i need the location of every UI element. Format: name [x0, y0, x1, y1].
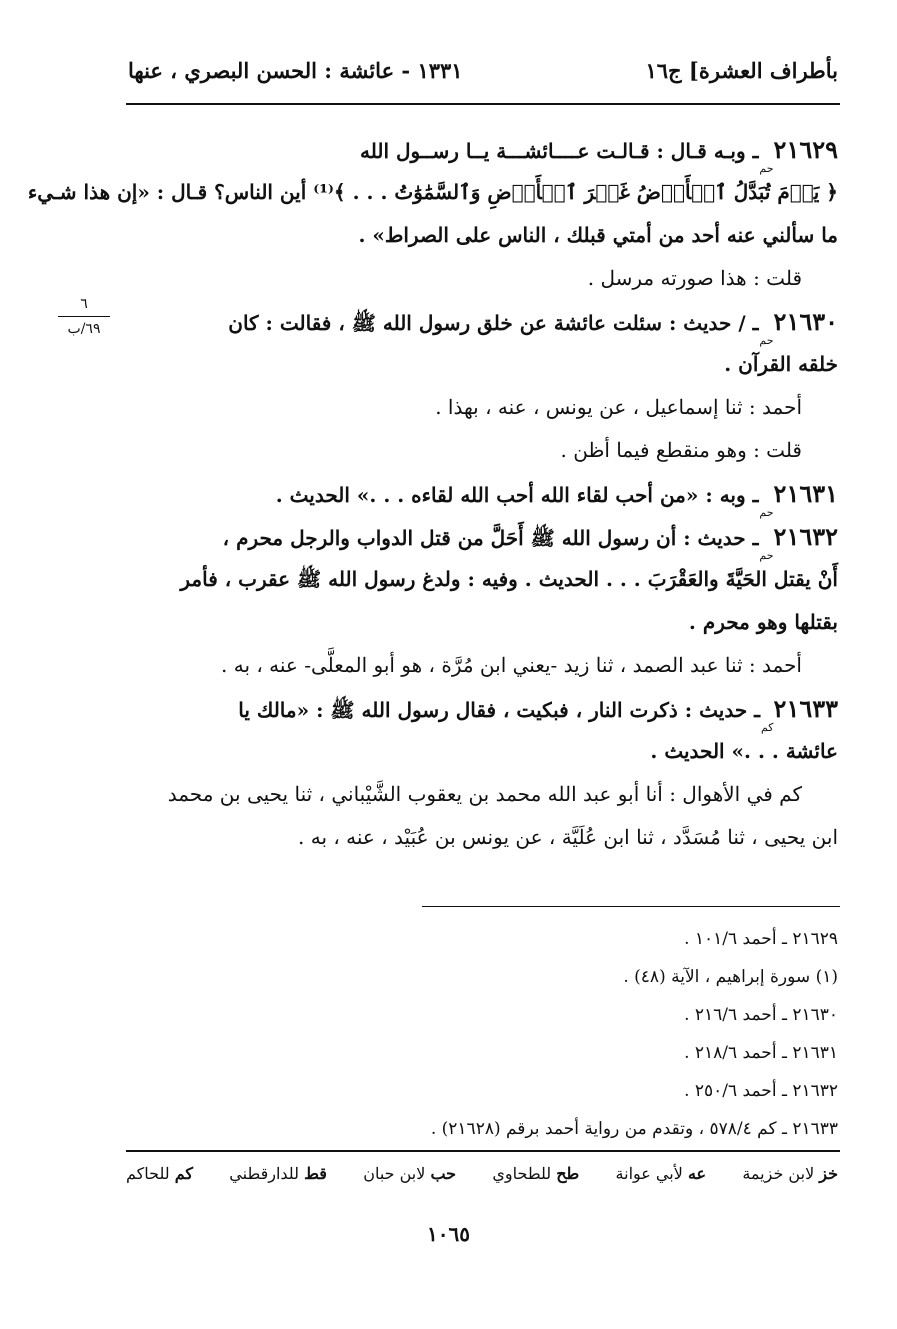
abbreviation-item: [363, 1164, 456, 1198]
abbreviation-name: للدارقطني: [229, 1164, 299, 1183]
footnote: ٢١٦٣٣ ـ كم ٥٧٨/٤ ، وتقدم من رواية أحمد برقم (٢١٦٢٨) .: [430, 1119, 838, 1139]
source-tag: حم: [759, 334, 774, 347]
footnote: ٢١٦٢٩ ـ أحمد ١٠١/٦ .: [684, 929, 838, 949]
editor-note: قلت : هذا صورته مرسل .: [587, 266, 802, 290]
footnote: ٢١٦٣١ ـ أحمد ٢١٨/٦ .: [684, 1043, 838, 1063]
abbreviation-name: لابن خزيمة: [742, 1164, 815, 1183]
entry-text: ـ / حديث : سئلت عائشة عن خلق رسول الله ﷺ ، فقالت : كان: [228, 311, 766, 335]
editor-note: قلت : وهو منقطع فيما أظن .: [560, 438, 802, 462]
margin-folio-bottom: ٦٩/ب: [67, 321, 101, 337]
source-tag: حم: [759, 549, 774, 562]
abbreviation-item: [742, 1164, 838, 1198]
entry-line: [128, 472, 838, 519]
entry-line: بقتلها وهو محرم .: [688, 610, 838, 634]
footnotes: [238, 920, 838, 1148]
abbreviation-code: خز: [819, 1164, 838, 1183]
entry-line: أَنْ يقتل الحَيَّةَ والعَقْرَبَ . . . الحديث . وفيه : ولدغ رسول الله ﷺ عقرب ، فأمر: [180, 567, 838, 591]
margin-folio-top: ٦: [80, 296, 88, 312]
entry-text: ـ حديث : أن رسول الله ﷺ أَحَلَّ من قتل الدواب والرجل محرم ،: [222, 526, 766, 550]
abbreviation-name: للحاكم: [126, 1164, 170, 1183]
isnad-line: أحمد : ثنا عبد الصمد ، ثنا زيد -يعني ابن مُرَّة ، هو أبو المعلَّى- عنه ، به .: [221, 653, 802, 677]
entry-number: ٢١٦٣٣: [773, 694, 838, 723]
entry-line: [128, 128, 838, 175]
abbreviation-code: كم: [174, 1164, 193, 1183]
margin-divider: [58, 316, 110, 317]
isnad-line: أحمد : ثنا إسماعيل ، عن يونس ، عنه ، بهذا .: [435, 395, 802, 419]
isnad-line: ابن يحيى ، ثنا مُسَدَّد ، ثنا ابن عُلَيَّة ، عن يونس بن عُبَيْد ، عنه ، به .: [298, 825, 838, 849]
isnad-line: كم في الأهوال : أنا أبو عبد الله محمد بن يعقوب الشَّيْباني ، ثنا يحيى بن محمد: [167, 782, 802, 806]
entry-line: ﴿ يَوۡمَ تُبَدَّلُ ٱلۡأَرۡضُ غَيۡرَ ٱلۡأَرۡضِ وَٱلسَّمَٰوَٰتُ . . . ﴾⁽¹⁾ أين الناس؟ قـال : «إن هذا شـيء: [27, 180, 838, 204]
entry-line: ما سألني عنه أحد من أمتي قبلك ، الناس على الصراط» .: [358, 223, 838, 247]
entry-number: ٢١٦٢٩: [773, 135, 838, 164]
abbreviation-item: [492, 1164, 579, 1198]
side-margin-note: [58, 296, 110, 337]
page-number: ١٠٦٥: [427, 1222, 470, 1246]
abbreviation-name: لابن حبان: [363, 1164, 426, 1183]
entry-number: ٢١٦٣٠: [773, 307, 838, 336]
header-rule: [126, 103, 840, 105]
abbreviation-item: [229, 1164, 327, 1198]
abbreviation-name: للطحاوي: [492, 1164, 552, 1183]
abbreviation-item: [126, 1164, 193, 1198]
source-tag: حم: [759, 506, 774, 519]
abbreviation-code: قط: [304, 1164, 327, 1183]
entry-line: خلقه القرآن .: [724, 352, 838, 376]
book-title: بأطراف العشرة] ج١٦: [645, 58, 838, 83]
entry-line: عائشة . . .» الحديث .: [650, 739, 838, 763]
entry-text: ـ وبه : «من أحب لقاء الله أحب الله لقاءه . . .» الحديث .: [275, 483, 766, 507]
abbreviation-code: طح: [556, 1164, 580, 1183]
section-title: ١٣٣١ - عائشة : الحسن البصري ، عنها: [128, 58, 463, 83]
entry-number: ٢١٦٣٢: [773, 522, 838, 551]
footnote: ٢١٦٣٠ ـ أحمد ٢١٦/٦ .: [684, 1005, 838, 1025]
abbreviation-code: عه: [687, 1164, 707, 1183]
abbreviation-name: لأبي عوانة: [615, 1164, 683, 1183]
page-header: [128, 58, 838, 94]
abbreviation-code: حب: [430, 1164, 457, 1183]
entry-text: ـ وبـه قـال : قـالـت عــــائشـــة يــا رســول الله: [360, 139, 766, 163]
entry-line: [128, 687, 838, 734]
source-tag: كم: [760, 721, 774, 734]
entry-line: [128, 300, 838, 347]
entry-number: ٢١٦٣١: [773, 479, 838, 508]
footnote: ٢١٦٣٢ ـ أحمد ٢٥٠/٦ .: [684, 1081, 838, 1101]
entry-line: [128, 515, 838, 562]
entry-text: ـ حديث : ذكرت النار ، فبكيت ، فقال رسول الله ﷺ : «مالك يا: [238, 698, 767, 722]
source-tag: حم: [759, 162, 774, 175]
footnote-rule: [422, 906, 840, 907]
abbreviation-key: [126, 1164, 838, 1198]
footer-rule: [126, 1150, 840, 1152]
abbreviation-item: [616, 1164, 707, 1198]
footnote: (١) سورة إبراهيم ، الآية (٤٨) .: [623, 967, 838, 987]
